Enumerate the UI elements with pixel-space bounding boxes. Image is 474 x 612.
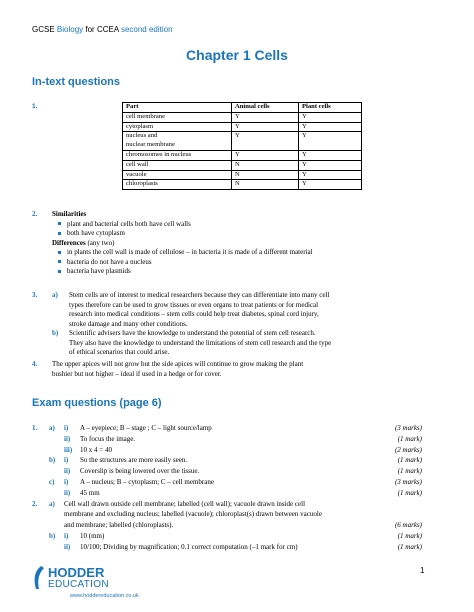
- header-edition: second edition: [120, 25, 173, 34]
- table-row: [123, 170, 362, 180]
- list-item-text: bacteria do not have a nucleus: [67, 257, 152, 266]
- exam-answer-row: [32, 435, 422, 446]
- bullet-icon: [58, 251, 61, 254]
- exam-answer-row: [32, 467, 422, 478]
- table-cell: Y: [299, 112, 362, 122]
- text-line: of ethical scenarios that could arise.: [69, 348, 170, 356]
- text-line: Stem cells are of interest to medical researchers because they can differentiate into many cell: [69, 291, 330, 299]
- exam-answer-text: and membrane; labelled (chloroplasts).: [64, 521, 174, 530]
- exam-subpart-label: i): [64, 531, 69, 540]
- list-item: [52, 220, 313, 230]
- table-row: [123, 160, 362, 170]
- q4-block: [32, 360, 432, 379]
- differences-heading: Differences: [52, 238, 86, 247]
- exam-subpart-label: i): [64, 456, 69, 465]
- list-item-text: in plants the cell wall is made of cellulose – in bacteria it is made of a different material: [67, 248, 313, 256]
- list-item-text: plant and bacterial cells both have cell walls: [67, 219, 191, 228]
- table-cell: Y: [299, 132, 362, 151]
- exam-marks: (1 mark): [397, 467, 422, 476]
- exam-answer-row: [32, 489, 422, 500]
- table-header-cell: Part: [123, 103, 232, 113]
- list-item-text: both have cytoplasm: [67, 229, 125, 237]
- q4-number: 4.: [32, 360, 38, 368]
- exam-marks: (3 marks): [394, 424, 422, 432]
- q3-block: [32, 291, 432, 358]
- exam-answer-row: [32, 521, 422, 532]
- exam-subpart-label: ii): [64, 488, 71, 497]
- exam-part-label: a): [49, 424, 55, 432]
- table-cell: chromosomes in nucleus: [123, 150, 232, 160]
- exam-answer-row: [32, 478, 422, 489]
- hodder-logo-icon: [32, 565, 46, 591]
- list-item: [52, 248, 313, 258]
- exam-marks: (1 mark): [397, 542, 422, 551]
- table-header-row: [123, 103, 362, 113]
- exam-answer-row: [32, 446, 422, 457]
- table-header-cell: Animal cells: [232, 103, 299, 113]
- table-cell: Y: [299, 122, 362, 132]
- table-cell: Y: [232, 150, 299, 160]
- exam-answer-row: [32, 500, 422, 511]
- q3b-label: b): [52, 329, 59, 337]
- bullet-icon: [58, 222, 61, 225]
- exam-subpart-label: i): [64, 477, 69, 486]
- text-line: The upper apices will not grow but the side apices will continue to grow making the plant: [52, 360, 304, 368]
- exam-answer-row: [32, 543, 422, 554]
- table-cell: Y: [232, 112, 299, 122]
- list-item-text: bacteria have plasmids: [67, 267, 131, 275]
- exam-answers: [32, 424, 422, 554]
- table-cell: Y: [299, 150, 362, 160]
- bullet-icon: [58, 260, 61, 263]
- exam-answer-text: To focus the image.: [80, 434, 136, 443]
- header-prefix: GCSE: [32, 25, 57, 34]
- q1-number: 1.: [32, 103, 38, 110]
- list-item: [52, 267, 313, 277]
- table-cell: Y: [299, 170, 362, 180]
- table-cell: cell wall: [123, 160, 232, 170]
- q2-number: 2.: [32, 210, 38, 218]
- exam-answer-row: [32, 424, 422, 435]
- similarities-heading: Similarities: [52, 210, 87, 218]
- table-row: [123, 180, 362, 190]
- brand-subtitle: EDUCATION: [48, 579, 109, 590]
- exam-question-number: 1.: [32, 424, 38, 432]
- table-cell-line: nucleus and: [126, 132, 158, 140]
- text-line: research into medical conditions – stem cells could help treat diabetes, spinal cord injury,: [69, 310, 319, 318]
- text-line: stroke damage and many other conditions.: [69, 319, 188, 328]
- table-cell: N: [232, 170, 299, 180]
- intext-heading: In-text questions: [32, 76, 121, 88]
- text-line: bushier but not higher – ideal if used in a hedge or for cover.: [52, 369, 222, 378]
- exam-part-label: c): [49, 477, 55, 486]
- exam-answer-row: [32, 510, 422, 521]
- exam-answer-text: Cell wall drawn outside cell membrane; labelled (cell wall); vacuole drawn inside cell: [64, 499, 306, 508]
- exam-question-number: 2.: [32, 499, 38, 508]
- exam-marks: (3 marks): [394, 477, 422, 486]
- exam-part-label: a): [49, 499, 55, 508]
- exam-marks: (6 marks): [394, 521, 422, 530]
- table-row: [123, 132, 362, 151]
- exam-subpart-label: ii): [64, 434, 71, 443]
- table-cell: Y: [232, 132, 299, 151]
- exam-answer-text: A – nucleus; B – cytoplasm; C – cell membrane: [80, 477, 214, 486]
- exam-answer-text: So the structures are more easily seen.: [80, 456, 188, 465]
- exam-marks: (1 mark): [397, 434, 422, 443]
- exam-part-label: b): [49, 456, 56, 465]
- table-cell: Y: [299, 160, 362, 170]
- header-subject: Biology: [56, 25, 84, 34]
- exam-answer-text: membrane and excluding nucleus; labelled (vacuole); chloroplast(s) drawn between vacuole: [64, 510, 322, 519]
- bullet-icon: [58, 270, 61, 273]
- table-cell: Y: [232, 122, 299, 132]
- table-row: [123, 122, 362, 132]
- table-cell: N: [232, 160, 299, 170]
- exam-subpart-label: i): [64, 424, 69, 432]
- exam-answer-row: [32, 532, 422, 543]
- table-cell: cell membrane: [123, 112, 232, 122]
- q3a-label: a): [52, 291, 58, 299]
- bullet-icon: [58, 232, 61, 235]
- list-item: [52, 229, 313, 239]
- table-cell: Y: [299, 180, 362, 190]
- table-cell: cytoplasm: [123, 122, 232, 132]
- exam-answer-text: Coverslip is being lowered over the tissue.: [80, 467, 200, 476]
- q2-block: [32, 210, 313, 277]
- exam-part-label: b): [49, 531, 56, 540]
- table-row: [123, 150, 362, 160]
- page-header: [32, 25, 173, 34]
- text-line: Scientific advisers have the knowledge to understand the potential of stem cell research.: [69, 329, 316, 337]
- table-row: [123, 112, 362, 122]
- exam-answer-text: A – eyepiece; B – stage ; C – light source/lamp: [80, 424, 212, 432]
- exam-marks: (1 mark): [397, 488, 422, 497]
- exam-answer-text: 10 (mm): [80, 531, 105, 540]
- table-cell-line: nuclear membrane: [126, 141, 175, 149]
- text-line: They also have the knowledge to understand the limitations of stem cell research and the type: [69, 338, 332, 347]
- table-header-cell: Plant cells: [299, 103, 362, 113]
- exam-subpart-label: ii): [64, 542, 71, 551]
- exam-marks: (1 mark): [397, 531, 422, 540]
- cells-table: [122, 102, 362, 190]
- text-line: types therefore can be used to grow tissues or even organs to treat patients or for medical: [69, 300, 319, 309]
- exam-marks: (2 marks): [394, 445, 422, 454]
- page-title: Chapter 1 Cells: [186, 47, 288, 63]
- exam-subpart-label: ii): [64, 467, 71, 476]
- q3-number: 3.: [32, 291, 38, 299]
- page-number: 1: [420, 566, 425, 575]
- exam-heading: Exam questions (page 6): [32, 397, 162, 409]
- list-item: [52, 258, 313, 268]
- differences-note: (any two): [85, 238, 115, 247]
- brand-url[interactable]: www.hoddereducation.co.uk: [70, 593, 139, 599]
- exam-answer-row: [32, 456, 422, 467]
- exam-marks: (1 mark): [397, 456, 422, 465]
- table-cell: vacuole: [123, 170, 232, 180]
- exam-subpart-label: iii): [64, 445, 73, 454]
- exam-answer-text: 10/100; Dividing by magnification; 0.1 correct computation (–1 mark for cm): [80, 542, 298, 551]
- table-cell: chloroplasts: [123, 180, 232, 190]
- table-cell: N: [232, 180, 299, 190]
- exam-answer-text: 10 x 4 = 40: [80, 445, 112, 454]
- exam-answer-text: 45 mm: [80, 488, 100, 497]
- brand-name: HODDER: [48, 565, 105, 580]
- header-mid: for CCEA: [83, 25, 121, 34]
